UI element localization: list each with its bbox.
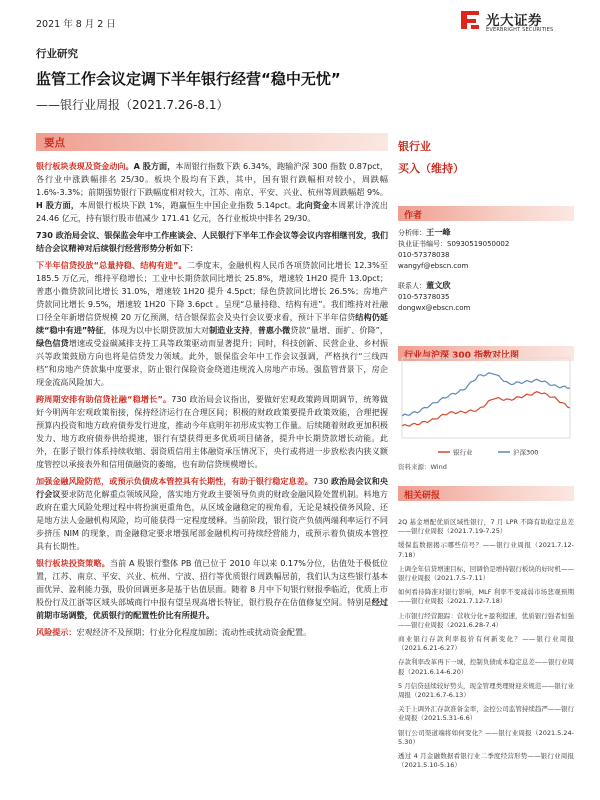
document-type: 行业研究 <box>36 48 78 60</box>
related-report-link[interactable]: 缓保监数据揭示哪些信号？——银行业周报（2021.7.12-7.18） <box>398 541 574 559</box>
para-bold: 绿色信贷 <box>36 338 69 348</box>
analyst-block <box>398 227 574 272</box>
paragraph-investment-strategy <box>36 557 388 622</box>
sector-name: 银行业 <box>398 140 431 153</box>
related-report-link[interactable]: 透过 4 月金融数据看银行业二季度经营形势——银行业周报（2021.5.10-5.16） <box>398 752 574 770</box>
series-line-hs300 <box>402 373 570 416</box>
para-bold: 北向资金 <box>296 200 330 210</box>
contact-name: 董文欣 <box>426 280 451 290</box>
investment-rating: 买入（维持） <box>398 162 464 175</box>
analyst-label: 分析师： <box>398 229 426 237</box>
contact-block <box>398 280 574 314</box>
para-text: 增速或受益碳减排支持工具等政策驱动而显著提升；同时，科技创新、民营企业、乡村振兴等政策鼓励方向也将是信贷发力领域。此外，银保监会年中工作会议强调，严格执行“三线四档”和房地产贷款集中度要求，防止银行保险资金绕道违规流入房地产市场。强监管背景下，房企现金流高风险加大。 <box>36 338 388 387</box>
paragraph-sector-performance <box>36 160 388 225</box>
para-text: ， <box>249 325 258 335</box>
report-date: 2021 年 8 月 2 日 <box>36 19 116 30</box>
chart-source: 资料来源：Wind <box>398 463 447 471</box>
comparison-chart <box>398 352 574 460</box>
related-report-link[interactable]: 上调全年信贷增速目标，回调恰是增持银行板块的好时机——银行业周报（2021.7.5-7.11） <box>398 564 574 583</box>
contact-email[interactable]: dongwx@ebscn.com <box>398 304 471 312</box>
para-text: 730 政治局会议指出，要做好宏观政策跨周期调节，统筹做好今明两年宏观政策衔接，保持经济运行在合理区间；积极的财政政策要提升政策效能，合理把握预算内投资和地方政府债券发行进度，推动今年底明年初形成实物工作量。后续随着财政更加积极发力、地方政府债券供给提速，银行有望获得更多优质项目储备，提升中长期贷款增长动能。此外，在影子银行体系持续收缩、弱资质信用主体融资承压情况下，央行或将进一步放松表内狭义额度管控以承接表外和信用债融资的萎缩，也有助信贷规模增长。 <box>36 394 388 469</box>
related-report-link[interactable]: 关于上调外汇存款准备金率，金控公司监管持续趋严——银行业周报（2021.5.31-6.6） <box>398 705 574 723</box>
related-report-link[interactable]: 银行公司渠道端将如何变化？——银行业周报（2021.5.24-5.30） <box>398 728 574 746</box>
related-report-link[interactable]: 5 月信贷延续较好势头，现金管理类理财迎来规范——银行业周报（2021.6.7-6.13） <box>398 681 574 700</box>
para-text: 宏观经济不及预期；行业分化程度加剧；流动性或扰动资金配置。 <box>76 627 312 637</box>
related-report-link[interactable]: 商业银行存款利率报价有何新变化？——银行业周报（2021.6.21-6.27） <box>398 635 574 653</box>
paragraph-meeting-intro: 730 政治局会议、银保监会年中工作座谈会、人民银行下半年工作会议等会议内容相继刊发，我们结合会议精神对后续银行经营形势分析如下： <box>36 230 388 253</box>
legend-label: 沪深300 <box>513 448 539 457</box>
chart-heading: 行业与沪深 300 指数对比图 <box>404 351 520 361</box>
para-bold: 政治局会议和央行会议 <box>36 476 388 499</box>
para-lead: 风险提示： <box>36 627 77 637</box>
logo-name-en: EVERBRIGHT SECURITIES <box>486 27 554 33</box>
paragraph-risk-prevention <box>36 475 388 553</box>
sidebar <box>398 138 574 361</box>
key-points-heading: 要点 <box>44 137 65 149</box>
para-lead: 银行板块投资策略。 <box>36 558 110 568</box>
para-text: 本周累计净流出 24.46 亿元，持有银行股市值减少 171.41 亿元，各行业板块中排名 29/30。 <box>36 200 388 223</box>
para-text: ，体现为以中长期贷款加大对 <box>103 325 210 335</box>
everbright-logo-icon <box>458 8 482 32</box>
related-report-link[interactable]: 2Q 基金增配优质区域性银行，7 月 LPR 不降有助稳定息差——银行业周报（2021.7.19-7.25） <box>398 518 574 536</box>
main-body <box>36 160 388 643</box>
report-subtitle: ——银行业周报（2021.7.26-8.1） <box>36 98 229 112</box>
contact-label: 联系人： <box>398 282 426 290</box>
para-text: 本周银行指数下跌 6.34%，跑输沪深 300 指数 0.87pct，各行业中涨跌幅排名 25/30。板块个股均有下跌，其中，国有银行跌幅相对较小，周跌幅 1.6%-3.3%；前期强势银行下跌幅度相对较大，江苏、南京、平安、兴业、杭州等周跌幅超 9%。 <box>36 161 388 197</box>
para-text: 二季度末，金融机构人民币各项贷款同比增长 12.3%至 185.5 万亿元，维持平稳增长；工业中长期贷款同比增长 25.8%，增速较 1H20 提升 13.0pct；普惠小微贷款同比增长 31.0%，增速较 1H20 提升 4.5pct；绿色贷款同比增长 26.5%；房地产贷款同比增长 9.5%，增速较 1H20 下降 3.6pct 。呈现“总量持稳、结构有进”。我们维持对社融口径全年新增信贷规模 20 万亿预测，结合银保监会及央行会议要求看，预计下半年信贷 <box>36 260 389 322</box>
para-lead: 银行板块表现及资金动向。 <box>36 161 134 171</box>
paragraph-cross-cycle <box>36 393 388 471</box>
para-text: 贷款“量增、面扩、价降”， <box>290 325 388 335</box>
related-reports-list <box>398 518 574 775</box>
series-line-bank <box>402 392 570 426</box>
para-bold: A 股方面， <box>133 161 176 171</box>
para-text: 当前 A 股银行整体 PB 值已位于 2010 年以来 0.17%分位，估值处于极低位置，江苏、南京、平安、兴业、杭州、宁波、招行等优质银行周跌幅居前，我们认为这些银行基本面优异、盈利能力强，股价回调更多是基于估值层面。随着 8 月中下旬银行财报季临近，优质上市股份行及江浙等区域头部城商行中报有望呈现高增长特征，银行股存在估值修复空间。特别是 <box>36 558 388 607</box>
para-text: 730 <box>312 476 332 486</box>
analyst-name: 王一峰 <box>426 227 451 237</box>
analyst-phone: 010-57378038 <box>398 251 450 259</box>
logo-name-cn: 光大证券 <box>486 13 542 29</box>
para-bold: 经过前期市场调整，优质银行的配置性价比有所提升。 <box>36 597 388 620</box>
para-text: 本周银行板块下跌 1%，跑赢恒生中国企业指数 5.14pct。 <box>79 200 297 210</box>
para-bold: 普惠小微 <box>257 325 291 335</box>
author-banner <box>398 206 574 221</box>
related-report-link[interactable]: 如何看待降准对银行影响，MLF 利率不变减弱市场悲观预期——银行业周报（2021.7.12-7.18） <box>398 588 574 606</box>
comparison-chart-svg <box>398 352 574 460</box>
related-report-link[interactable]: 存款利率改革再下一城，控制负债成本稳定息差——银行业周报（2021.6.14-6.20） <box>398 658 574 676</box>
para-lead: 跨周期安排有助信贷社融“稳增长”。 <box>36 394 172 404</box>
related-report-link[interactable]: 上市银行经营跟踪：营收分化+盈利提速，优质银行强者恒强——银行业周报（2021.6.28-7.4） <box>398 611 574 629</box>
para-bold: 结构仍延续“稳中有进”特征 <box>36 312 388 335</box>
chart-frame <box>402 358 570 438</box>
related-banner <box>398 486 574 501</box>
para-lead: 加强金融风险防范，或预示负债成本管控具有长期性，有助于银行稳定息差。 <box>36 476 313 486</box>
legend-label: 银行业 <box>453 448 473 457</box>
analyst-cert: 执业证书编号：S0930519050002 <box>398 240 510 248</box>
para-bold: 制造业支持 <box>209 325 250 335</box>
analyst-email[interactable]: wangyf@ebscn.com <box>398 262 469 270</box>
key-points-banner <box>36 133 388 151</box>
paragraph-credit-supply <box>36 259 388 389</box>
brand-logo <box>458 8 568 38</box>
author-heading: 作者 <box>404 211 423 221</box>
report-title: 监管工作会议定调下半年银行经营“稳中无忧” <box>36 70 341 88</box>
paragraph-risk-warning <box>36 626 388 639</box>
contact-phone: 010-57378035 <box>398 293 450 301</box>
para-text: 要求防范化解重点领域风险，落实地方党政主要领导负责的财政金融风险处置机制。料地方政府在重大风险处理过程中将扮演更重角色，从区域金融稳定的视角看，无论是城投债务风险、还是地方法人金融机构风险，均可能获得一定程度缓释。当前阶段，银行资产负债两端利率运行不同步挤压 NIM 的现象，而金融稳定要求增强尾部金融机构可持续经营能力，或预示着负债成本管控具有长期性。 <box>36 489 388 551</box>
related-heading: 相关研报 <box>404 491 441 501</box>
para-bold: H 股方面， <box>36 200 80 210</box>
para-lead: 下半年信贷投放“总量持稳、结构有进”。 <box>36 260 187 270</box>
